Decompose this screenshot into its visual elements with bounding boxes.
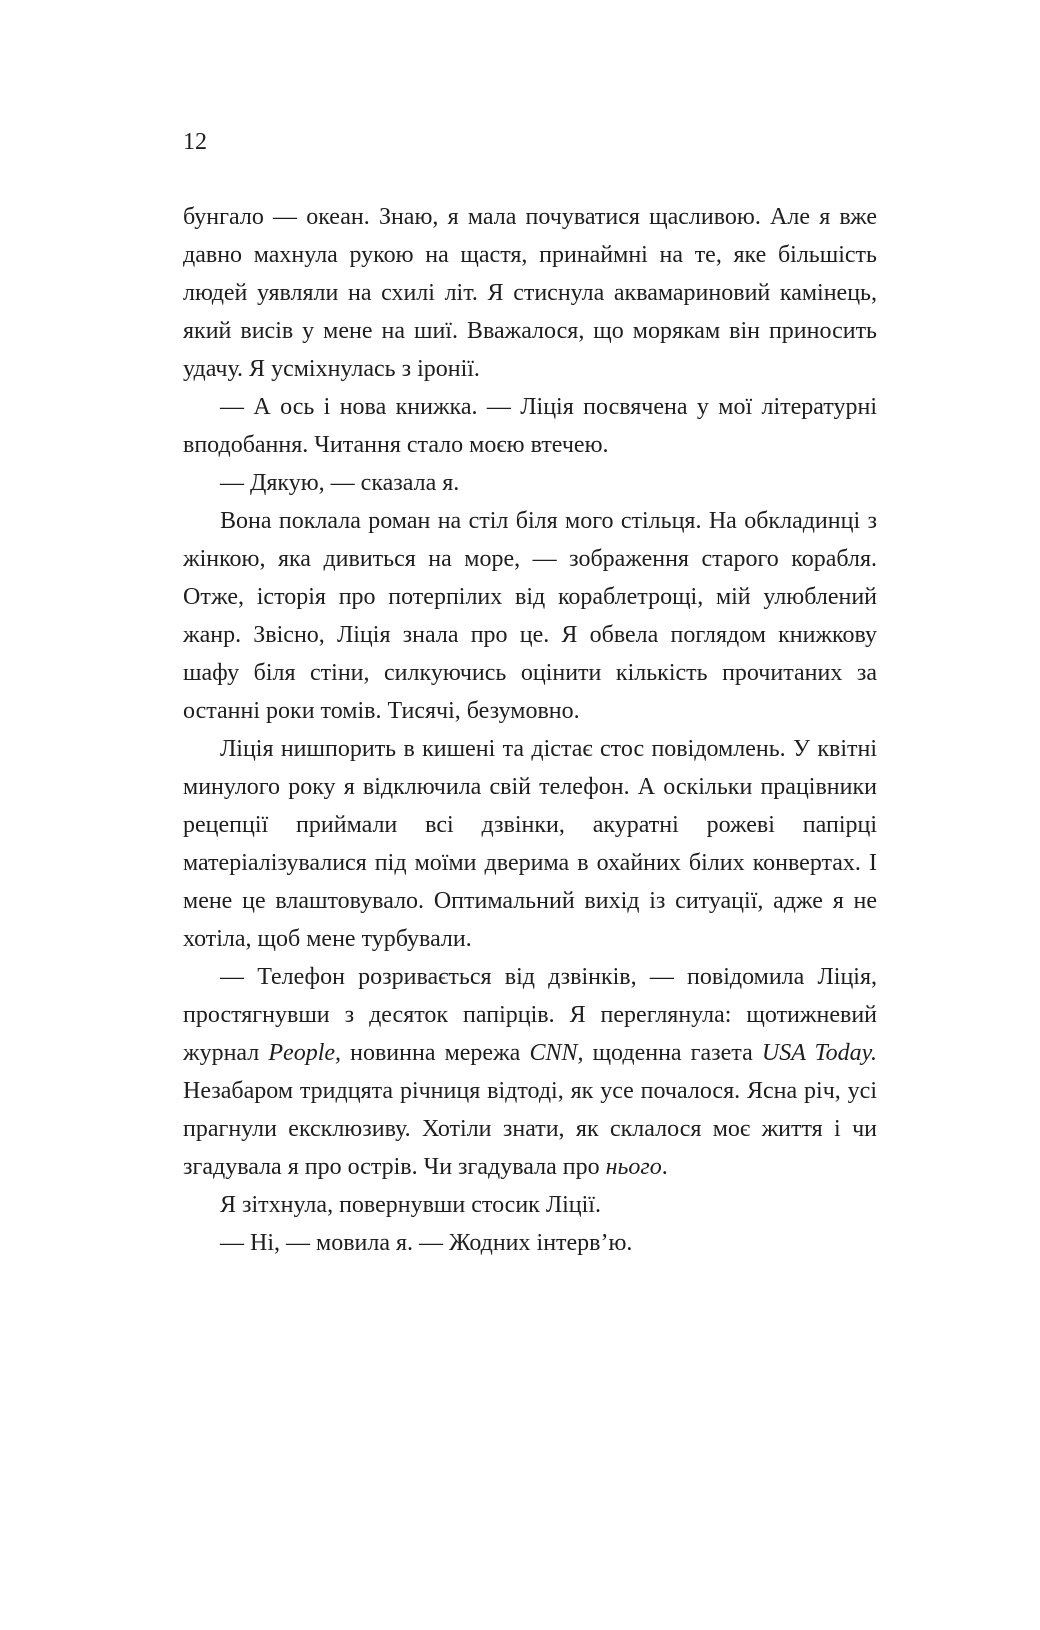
text-block [183,198,877,1262]
text-run: — Телефон розривається від дзвінків, — повідомила Ліція, простягнувши з десяток папірців. Я переглянула: щотижневий журнал [183,964,877,1066]
italic-text-run: CNN, [529,1040,584,1066]
text-run: . [661,1154,668,1180]
paragraph [183,958,877,1186]
paragraph [183,502,877,730]
paragraph [183,198,877,388]
text-run: Ліція нишпорить в кишені та дістає стос повідомлень. У квітні минулого року я відключила свій телефон. А оскільки працівники рецепції приймали всі дзвінки, акуратні рожеві папірці матеріалізувалися під моїми дверима в охайних білих конвертах. І мене це влаштовувало. Оптимальний вихід із ситуації, адже я не хотіла, щоб мене турбували. [183,736,877,952]
italic-text-run: USA Today. [761,1040,877,1066]
text-run: — Ні, — мовила я. — Жодних інтерв’ю. [220,1230,633,1256]
paragraph [183,464,877,502]
text-run: новинна мережа [341,1040,530,1066]
text-run: — Дякую, — сказала я. [220,470,460,496]
text-run: Я зітхнула, повернувши стосик Ліції. [220,1192,601,1218]
text-run: Незабаром тридцята річниця відтоді, як усе почалося. Ясна річ, усі прагнули ексклюзиву. Хотіли знати, як склалося моє життя і чи згадувала я про острів. Чи згадувала про [183,1078,877,1180]
page-number: 12 [183,129,207,155]
text-run: бунгало — океан. Знаю, я мала почуватися щасливою. Але я вже давно махнула рукою на щастя, принаймні на те, яке більшість людей уявляли на схилі літ. Я стиснула аквамариновий камінець, який висів у мене на шиї. Вважалося, що морякам він приносить удачу. Я усміхнулась з іронії. [183,204,877,382]
paragraph [183,1224,877,1262]
paragraph [183,730,877,958]
text-run: Вона поклала роман на стіл біля мого стільця. На обкладинці з жінкою, яка дивиться на море, — зображення старого корабля. Отже, історія про потерпілих від кораблетрощі, мій улюблений жанр. Звісно, Ліція знала про це. Я обвела поглядом книжкову шафу біля стіни, силкуючись оцінити кількість прочитаних за останні роки томів. Тисячі, безумовно. [183,508,877,724]
text-run: щоденна газета [583,1040,762,1066]
italic-text-run: нього [605,1154,662,1180]
paragraph [183,1186,877,1224]
italic-text-run: People, [268,1040,342,1066]
paragraph [183,388,877,464]
text-run: — А ось і нова книжка. — Ліція посвячена у мої літературні вподобання. Читання стало моєю втечею. [183,394,877,458]
